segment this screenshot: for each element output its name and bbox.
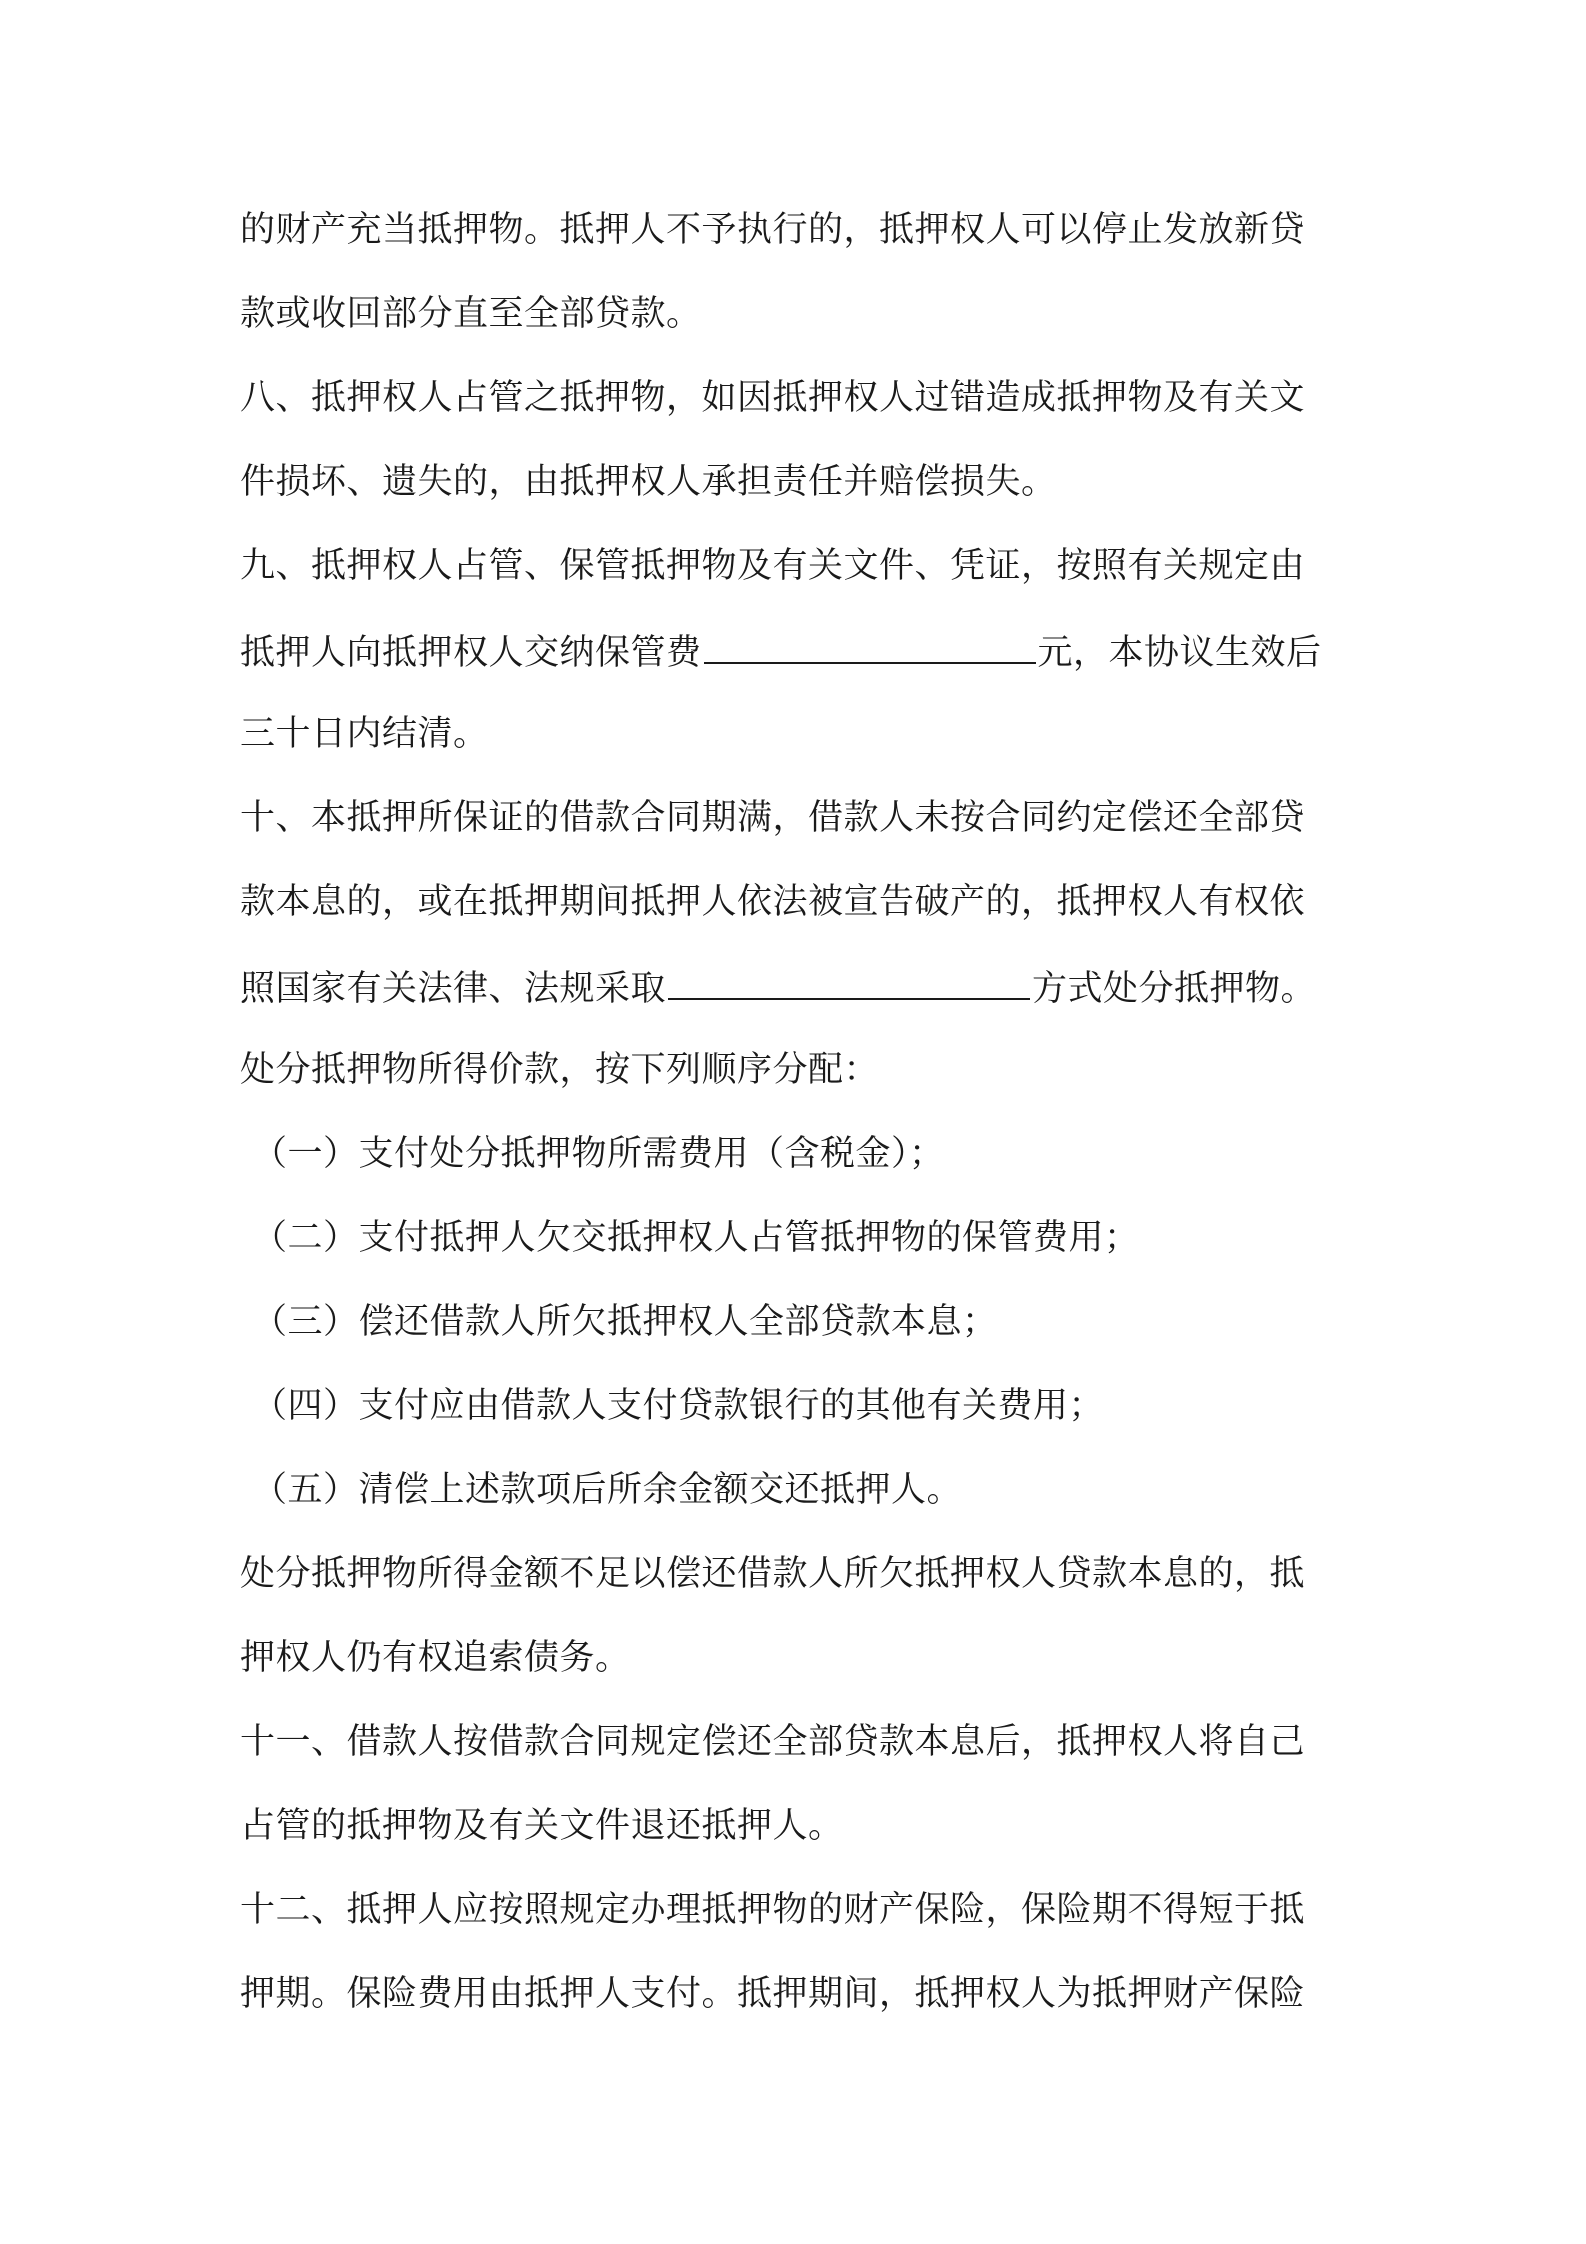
fee-text-after: 元，本协议生效后	[1037, 633, 1322, 673]
text-line: 占管的抵押物及有关文件退还抵押人。	[240, 1806, 844, 1846]
text-line: 款或收回部分直至全部贷款。	[240, 294, 702, 334]
list-item: （三）偿还借款人所欠抵押权人全部贷款本息；	[252, 1302, 998, 1342]
list-item: （五）清偿上述款项后所余金额交还抵押人。	[252, 1470, 963, 1510]
fee-text-before: 抵押人向抵押权人交纳保管费	[240, 633, 702, 673]
text-line: 三十日内结清。	[240, 714, 489, 754]
text-line: 的财产充当抵押物。抵押人不予执行的，抵押权人可以停止发放新贷	[240, 210, 1306, 250]
text-line: 押权人仍有权追索债务。	[240, 1638, 631, 1678]
text-line: 押期。保险费用由抵押人支付。抵押期间，抵押权人为抵押财产保险	[240, 1974, 1306, 2014]
clause-10-line: 十、本抵押所保证的借款合同期满，借款人未按合同约定偿还全部贷	[240, 798, 1306, 838]
clause-12-line: 十二、抵押人应按照规定办理抵押物的财产保险，保险期不得短于抵	[240, 1890, 1306, 1930]
clause-11-line: 十一、借款人按借款合同规定偿还全部贷款本息后，抵押权人将自己	[240, 1722, 1306, 1762]
disposal-text-after: 方式处分抵押物。	[1032, 969, 1317, 1009]
text-line: 处分抵押物所得金额不足以偿还借款人所欠抵押权人贷款本息的，抵	[240, 1554, 1306, 1594]
clause-8-line: 八、抵押权人占管之抵押物，如因抵押权人过错造成抵押物及有关文	[240, 378, 1306, 418]
text-line: 件损坏、遗失的，由抵押权人承担责任并赔偿损失。	[240, 462, 1057, 502]
clause-9-line: 九、抵押权人占管、保管抵押物及有关文件、凭证，按照有关规定由	[240, 546, 1306, 586]
disposal-method-blank[interactable]	[668, 964, 1030, 1000]
list-item: （四）支付应由借款人支付贷款银行的其他有关费用；	[252, 1386, 1105, 1426]
storage-fee-blank[interactable]	[704, 628, 1036, 664]
disposal-line	[240, 964, 1316, 1008]
text-line: 处分抵押物所得价款，按下列顺序分配：	[240, 1050, 880, 1090]
fee-line	[240, 628, 1322, 672]
list-item: （二）支付抵押人欠交抵押权人占管抵押物的保管费用；	[252, 1218, 1140, 1258]
disposal-text-before: 照国家有关法律、法规采取	[240, 969, 667, 1009]
text-line: 款本息的，或在抵押期间抵押人依法被宣告破产的，抵押权人有权依	[240, 882, 1306, 922]
list-item: （一）支付处分抵押物所需费用（含税金）；	[252, 1134, 945, 1174]
